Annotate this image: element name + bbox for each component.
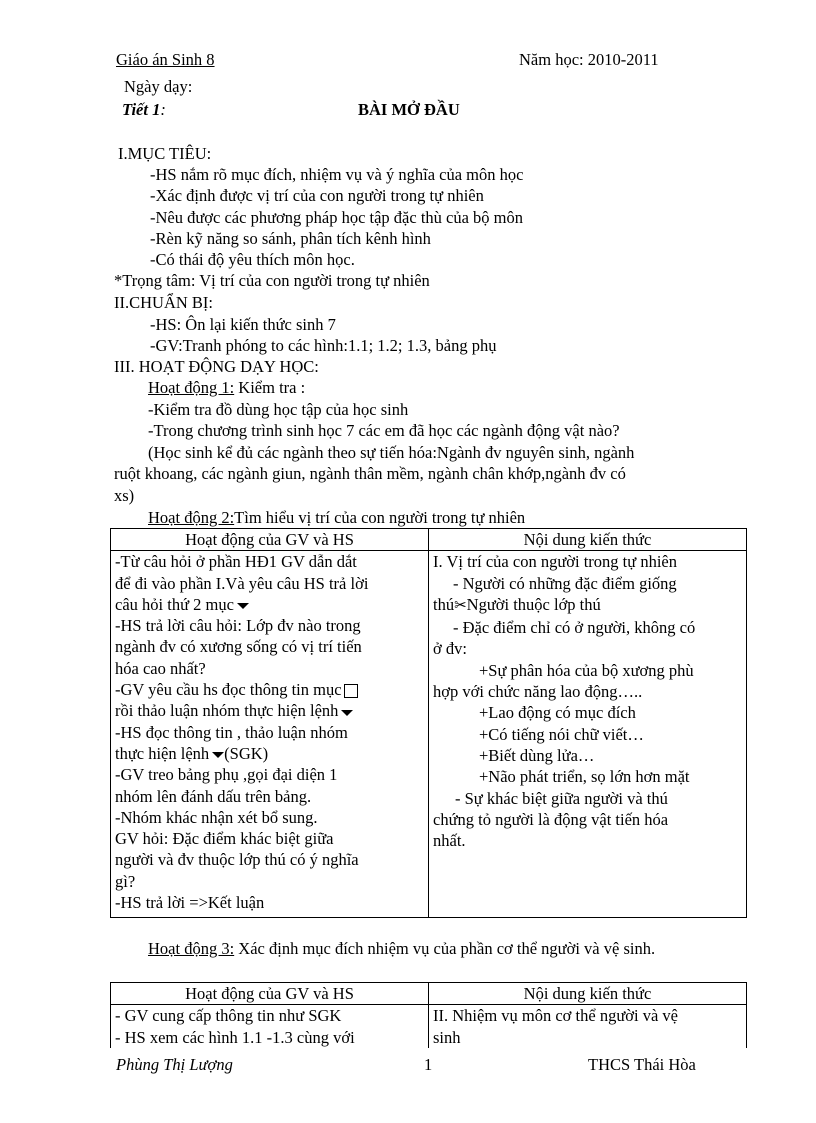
table1-right-line: - Đặc điểm chỉ có ở người, không có [453,618,696,638]
section3-heading: III. HOẠT ĐỘNG DẠY HỌC: [114,357,319,376]
table2-left-line: - HS xem các hình 1.1 -1.3 cùng với [115,1027,355,1047]
table1-left-line [115,743,424,764]
down-triangle-icon [212,752,224,758]
footer-author: Phùng Thị Lượng [116,1055,233,1074]
table1-left-line: ngành đv có xương sống có vị trí tiến [115,637,362,657]
section1-item: -Xác định được vị trí của con người trong tự nhiên [150,186,484,205]
table2-header-activities: Hoạt động của GV và HS [111,983,429,1005]
table1-left-line: -HS trả lời câu hỏi: Lớp đv nào trong [115,616,361,636]
date-label: Ngày dạy: [124,77,193,96]
activity1-subtitle: Kiểm tra : [234,378,306,397]
table2-right-line: sinh [433,1027,461,1047]
activity1-title: Hoạt động 1: [148,378,235,397]
activity2-heading [148,507,525,528]
activity1-paragraph-line: (Học sinh kể đủ các ngành theo sự tiến hóa:Ngành đv nguyên sinh, ngành [148,443,635,462]
table1-right-line: hợp với chức năng lao động….. [433,682,643,702]
table1-left-line: người và đv thuộc lớp thú có ý nghĩa [115,850,359,870]
activity1-item: -Kiểm tra đồ dùng học tập của học sinh [148,400,409,419]
table2-content-cell [429,1005,747,1048]
activity3-title: Hoạt động 3: [148,939,235,958]
table1-left-line: -HS đọc thông tin , thảo luận nhóm [115,722,348,742]
table1-right-line: - Sự khác biệt giữa người và thú [455,788,668,808]
section2-item: -HS: Ôn lại kiến thức sinh 7 [150,315,336,334]
table1-left-line: -Từ câu hỏi ở phần HĐ1 GV dẫn dắt [115,552,357,572]
table1-left-line: -Nhóm khác nhận xét bổ sung. [115,807,318,827]
footer-page-number: 1 [424,1055,433,1074]
square-icon [344,684,358,698]
section1-item: -Nêu được các phương pháp học tập đặc thù của bộ môn [150,208,524,227]
table1-left-line [115,594,424,615]
header-subject: Giáo án Sinh 8 [116,50,215,69]
table1-right-line: +Lao động có mục đích [479,703,636,723]
table1-right-line: nhất. [433,831,466,851]
lesson-period [122,100,166,120]
lesson-title: BÀI MỞ ĐẦU [358,100,460,119]
table1-left-line: GV hỏi: Đặc điểm khác biệt giữa [115,829,334,849]
activity3-table [110,982,747,1048]
activity2-title: Hoạt động 2: [148,508,235,527]
section1-heading: I.MỤC TIÊU: [118,144,212,163]
down-triangle-icon [341,710,353,716]
table2-activities-cell [111,1005,429,1048]
table1-left-text: thực hiện lệnh [115,743,210,763]
header-school-year: Năm học: 2010-2011 [519,50,659,69]
activity2-subtitle: Tìm hiểu vị trí của con người trong tự nhiên [234,508,526,527]
footer-school: THCS Thái Hòa [588,1055,696,1074]
activity1-paragraph-line: xs) [114,486,135,505]
table1-left-text: -GV yêu cầu hs đọc thông tin mục [115,680,342,700]
table2-left-line: - GV cung cấp thông tin như SGK [115,1006,342,1026]
activity1-paragraph-line: ruột khoang, các ngành giun, ngành thân mềm, ngành chân khớp,ngành đv có [114,464,626,483]
table1-header-content: Nội dung kiến thức [429,529,747,551]
table1-right-line: I. Vị trí của con người trong tự nhiên [433,552,677,572]
table1-right-line: +Có tiếng nói chữ viết… [479,724,644,744]
focus-note: *Trọng tâm: Vị trí của con người trong tự nhiên [114,271,430,290]
table1-left-line [115,679,424,700]
down-triangle-icon [237,603,249,609]
activity2-table [110,528,747,918]
table1-right-line: - Người có những đặc điểm giống [453,573,677,593]
table1-right-line: +Não phát triển, sọ lớn hơn mặt [479,767,690,787]
table1-right-line: ở đv: [433,639,467,659]
lesson-period-label: Tiết 1 [122,100,161,119]
table1-content-cell [429,551,747,918]
activity1-heading [148,377,305,398]
scissors-icon: ✂ [454,597,467,614]
table1-left-text: (SGK) [224,743,269,763]
lesson-period-colon: : [160,100,166,119]
table1-left-line: để đi vào phần I.Và yêu câu HS trả lời [115,573,369,593]
table1-left-line [115,700,424,721]
table1-activities-cell [111,551,429,918]
table1-left-line: gì? [115,871,136,891]
table1-right-line [433,594,742,617]
table1-left-line: hóa cao nhất? [115,658,206,678]
activity3-subtitle: Xác định mục đích nhiệm vụ của phần cơ thể người và vệ sinh. [234,939,656,958]
table1-header-activities: Hoạt động của GV và HS [111,529,429,551]
table1-right-text: thú [433,594,455,614]
table1-right-line: +Sự phân hóa của bộ xương phù [479,660,694,680]
section2-heading: II.CHUẨN BỊ: [114,293,213,312]
table1-left-line: -HS trả lời =>Kết luận [115,893,265,913]
table1-left-line: -GV treo bảng phụ ,gọi đại diện 1 [115,765,338,785]
activity3-heading [148,938,655,959]
section1-item: -HS nắm rõ mục đích, nhiệm vụ và ý nghĩa của môn học [150,165,524,184]
table1-left-text: rồi thảo luận nhóm thực hiện lệnh [115,701,339,721]
table1-left-line: nhóm lên đánh dấu trên bảng. [115,786,312,806]
table1-left-text: câu hỏi thứ 2 mục [115,594,234,614]
table1-right-line: +Biết dùng lửa… [479,745,595,765]
table1-right-text: Người thuộc lớp thú [466,594,601,614]
table2-header-content: Nội dung kiến thức [429,983,747,1005]
table2-right-line: II. Nhiệm vụ môn cơ thể người và vệ [433,1006,678,1026]
activity1-item: -Trong chương trình sinh học 7 các em đã học các ngành động vật nào? [148,421,620,440]
section1-item: -Rèn kỹ năng so sánh, phân tích kênh hình [150,229,431,248]
table1-right-line: chứng tỏ người là động vật tiến hóa [433,809,669,829]
section2-item: -GV:Tranh phóng to các hình:1.1; 1.2; 1.3, bảng phụ [150,336,497,355]
section1-item: -Có thái độ yêu thích môn học. [150,250,355,269]
